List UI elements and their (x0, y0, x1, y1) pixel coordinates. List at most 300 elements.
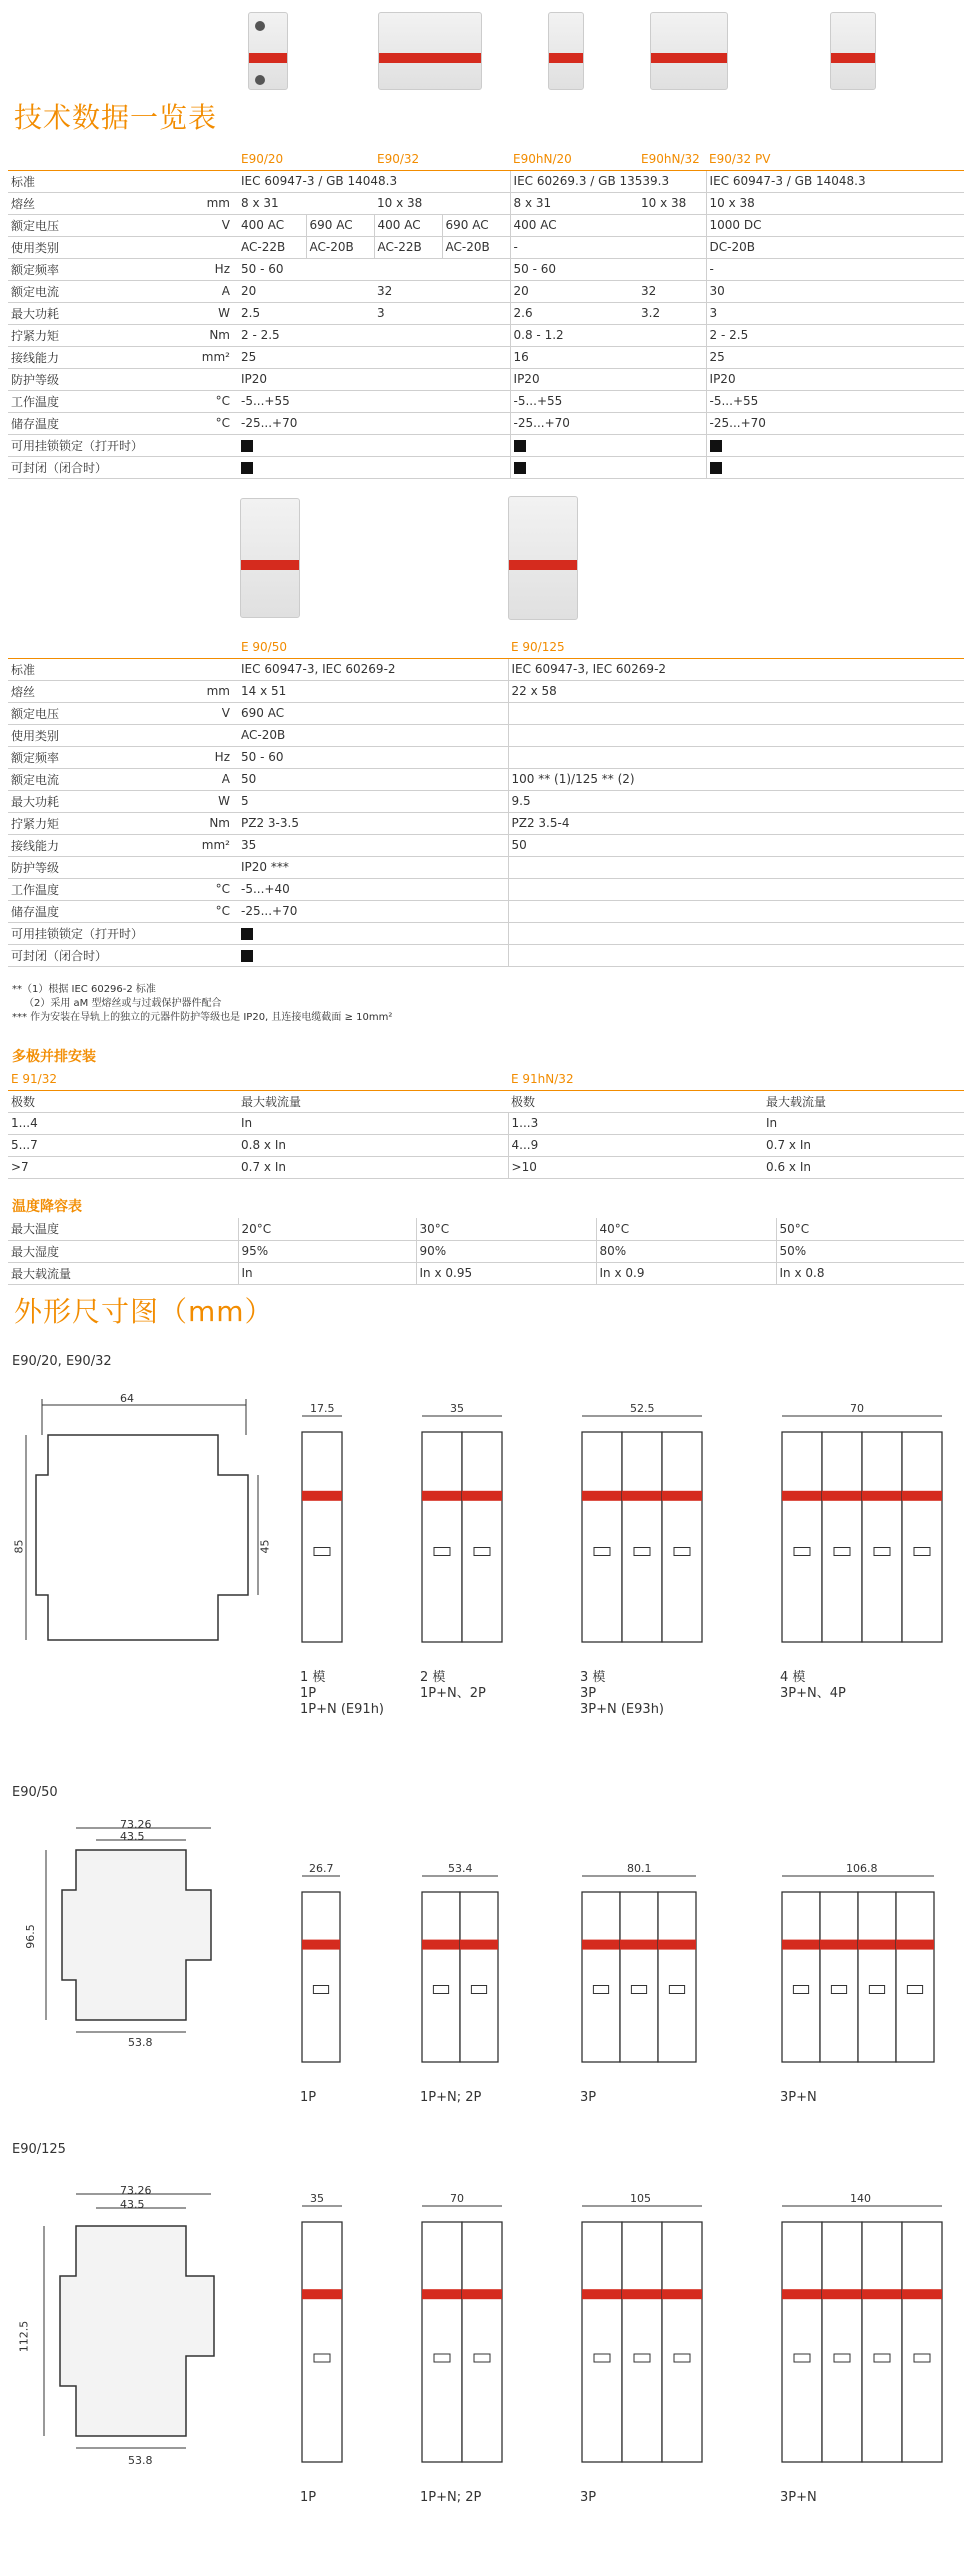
table-cell: 80% (596, 1240, 776, 1262)
table-cell: 5 (238, 790, 508, 812)
dim-section-title: E90/125 (12, 2142, 66, 2157)
table-cell: 30 (706, 280, 964, 302)
col-header: E 91hN/32 (508, 1068, 964, 1090)
table-cell: 1...3 (508, 1112, 763, 1134)
table-cell (374, 324, 510, 346)
row-unit (170, 922, 238, 944)
table-row (8, 170, 964, 192)
checkmark-square-icon (710, 440, 722, 452)
table-cell: In x 0.95 (416, 1262, 596, 1284)
tech-table-1 (8, 148, 964, 479)
table-cell: 0.7 x In (763, 1134, 964, 1156)
col-label: 最大载流量 (763, 1090, 964, 1112)
width-label: 80.1 (627, 1862, 652, 1875)
table-cell (374, 368, 510, 390)
table-cell: 95% (238, 1240, 416, 1262)
table-cell (508, 922, 964, 944)
table-row (8, 456, 964, 478)
table-cell: IEC 60269.3 / GB 13539.3 (510, 170, 706, 192)
dim-label: 96.5 (23, 1924, 37, 1949)
width-label: 105 (630, 2192, 651, 2205)
width-label: 35 (310, 2192, 324, 2205)
table-cell: IEC 60947-3, IEC 60269-2 (508, 658, 964, 680)
table-cell: AC-20B (238, 724, 508, 746)
table-cell: 8 x 31 (238, 192, 374, 214)
table-cell: -5...+55 (706, 390, 964, 412)
table-cell: 9.5 (508, 790, 964, 812)
table-cell: 50 (238, 768, 508, 790)
table-cell: -5...+55 (238, 390, 374, 412)
row-label: 额定电流 (8, 280, 170, 302)
table-row (8, 834, 964, 856)
table-cell: 最大载流量 (8, 1262, 238, 1284)
table-cell: -25...+70 (706, 412, 964, 434)
table-cell: 0.7 x In (238, 1156, 508, 1178)
product-image-e90-125 (508, 496, 578, 620)
table-cell: 20 (238, 280, 374, 302)
table-cell (638, 368, 706, 390)
table-cell: 50 - 60 (238, 746, 508, 768)
table-cell: In x 0.8 (776, 1262, 964, 1284)
section-title-multipole: 多极并排安装 (12, 1049, 96, 1065)
checkmark-square-icon (514, 462, 526, 474)
front-view-4p (780, 1410, 944, 1663)
row-label: 接线能力 (8, 834, 170, 856)
row-unit: °C (170, 878, 238, 900)
table-row (8, 1218, 964, 1240)
table-cell: PZ2 3.5-4 (508, 812, 964, 834)
table-cell (638, 390, 706, 412)
table-cell: 400 AC (374, 214, 442, 236)
table-row (8, 900, 964, 922)
front-view-2p (420, 2200, 504, 2483)
col-header: E90/20 (238, 148, 374, 170)
table-cell: -5...+40 (238, 878, 508, 900)
table-cell: 50 - 60 (238, 258, 374, 280)
table-cell: 25 (706, 346, 964, 368)
checkmark-square-icon (241, 950, 253, 962)
table-cell: -25...+70 (238, 900, 508, 922)
table-cell: 20°C (238, 1218, 416, 1240)
row-unit (170, 944, 238, 966)
table-cell: 10 x 38 (374, 192, 510, 214)
table-cell: PZ2 3-3.5 (238, 812, 508, 834)
col-header: E90hN/20 (510, 148, 638, 170)
table-cell (508, 702, 964, 724)
table-cell: 50 (508, 834, 964, 856)
row-unit: W (170, 790, 238, 812)
table-cell: AC-20B (306, 236, 374, 258)
table-cell: IP20 *** (238, 856, 508, 878)
derating-table (8, 1218, 964, 1285)
table-cell: AC-20B (442, 236, 510, 258)
table-row (8, 192, 964, 214)
row-unit (170, 368, 238, 390)
table-cell: 2 - 2.5 (238, 324, 374, 346)
row-unit: V (170, 214, 238, 236)
table-cell: 400 AC (510, 214, 706, 236)
table-cell (508, 944, 964, 966)
dim-label: 73.26 (120, 2184, 152, 2197)
footnote: **（1）根据 IEC 60296-2 标准 (12, 984, 156, 995)
checkmark-square-icon (514, 440, 526, 452)
row-label: 使用类别 (8, 236, 170, 258)
row-label: 防护等级 (8, 368, 170, 390)
table-cell (508, 900, 964, 922)
table-cell (706, 434, 964, 456)
row-unit: W (170, 302, 238, 324)
side-view-e90-125 (36, 2186, 226, 2456)
table-cell: IEC 60947-3 / GB 14048.3 (706, 170, 964, 192)
dim-label: 43.5 (120, 1830, 145, 1843)
table-cell: IP20 (706, 368, 964, 390)
row-label: 拧紧力矩 (8, 812, 170, 834)
dim-section-title: E90/50 (12, 1785, 58, 1800)
table-cell: 3 (374, 302, 510, 324)
caption: 1P (300, 2490, 317, 2505)
table-cell: 22 x 58 (508, 680, 964, 702)
row-label: 额定频率 (8, 746, 170, 768)
table-row (8, 1156, 964, 1178)
table-row (8, 944, 964, 966)
table-cell: 16 (510, 346, 638, 368)
row-label: 标准 (8, 658, 170, 680)
row-label: 标准 (8, 170, 170, 192)
width-label: 17.5 (310, 1402, 335, 1415)
row-unit: Nm (170, 812, 238, 834)
width-label: 140 (850, 2192, 871, 2205)
checkmark-square-icon (241, 440, 253, 452)
width-label: 52.5 (630, 1402, 655, 1415)
row-unit: A (170, 280, 238, 302)
front-view-1p (300, 1410, 344, 1663)
dim-section-title: E90/20, E90/32 (12, 1354, 112, 1369)
table-cell: In (238, 1262, 416, 1284)
caption: 2 模 1P+N、2P (420, 1670, 486, 1701)
row-label: 额定电压 (8, 214, 170, 236)
dims-title: 外形尺寸图（mm） (14, 1295, 274, 1328)
row-unit: °C (170, 412, 238, 434)
table-row (8, 1112, 964, 1134)
table-cell: 最大湿度 (8, 1240, 238, 1262)
row-label: 储存温度 (8, 900, 170, 922)
table-cell (638, 324, 706, 346)
table-cell: 400 AC (238, 214, 306, 236)
product-image-e90-50 (240, 498, 300, 618)
caption: 3P+N (780, 2090, 817, 2105)
table-row (8, 768, 964, 790)
table-cell: 10 x 38 (706, 192, 964, 214)
front-view-3p (580, 1870, 698, 2083)
table-row (8, 724, 964, 746)
table-cell: 90% (416, 1240, 596, 1262)
row-unit: V (170, 702, 238, 724)
dim-label: 53.8 (128, 2036, 153, 2049)
table-row (8, 1240, 964, 1262)
table-row (8, 680, 964, 702)
row-unit: Hz (170, 258, 238, 280)
col-header: E90/32 PV (706, 148, 964, 170)
product-image-e90-32 (378, 12, 482, 90)
front-view-4p (780, 2200, 944, 2483)
row-unit (170, 236, 238, 258)
row-label: 使用类别 (8, 724, 170, 746)
table-row (8, 856, 964, 878)
table-cell: IP20 (510, 368, 638, 390)
table-cell: 20 (510, 280, 638, 302)
table-cell (508, 878, 964, 900)
caption: 3P (580, 2090, 597, 2105)
side-view-e90-32 (18, 1395, 268, 1655)
row-label: 可用挂锁锁定（打开时） (8, 434, 170, 456)
table-cell: 690 AC (442, 214, 510, 236)
table-row (8, 746, 964, 768)
table-cell: 3 (706, 302, 964, 324)
dim-label: 85 (12, 1539, 26, 1554)
table-cell (510, 456, 638, 478)
table-cell: - (510, 236, 706, 258)
table-cell (374, 390, 510, 412)
row-label: 工作温度 (8, 878, 170, 900)
table-cell (374, 434, 510, 456)
table-row (8, 324, 964, 346)
table-cell (374, 258, 510, 280)
front-view-1p (300, 1870, 342, 2083)
table-cell: AC-22B (374, 236, 442, 258)
table-cell: 14 x 51 (238, 680, 508, 702)
table-cell: In (238, 1112, 508, 1134)
checkmark-square-icon (710, 462, 722, 474)
table-cell: 0.8 x In (238, 1134, 508, 1156)
caption: 1P (300, 2090, 317, 2105)
table-cell: 50% (776, 1240, 964, 1262)
table-cell: 50°C (776, 1218, 964, 1240)
table-cell: IEC 60947-3, IEC 60269-2 (238, 658, 508, 680)
table-row (8, 368, 964, 390)
col-label: 最大载流量 (238, 1090, 508, 1112)
row-label: 可封闭（闭合时） (8, 456, 170, 478)
table-cell: >10 (508, 1156, 763, 1178)
table-cell (638, 346, 706, 368)
dim-label: 73.26 (120, 1818, 152, 1831)
table-cell: 2.5 (238, 302, 374, 324)
table-row (8, 1134, 964, 1156)
table-cell: 1000 DC (706, 214, 964, 236)
table-cell (638, 258, 706, 280)
row-unit (170, 856, 238, 878)
row-label: 接线能力 (8, 346, 170, 368)
multipole-table (8, 1068, 964, 1179)
page-title: 技术数据一览表 (14, 101, 218, 134)
col-header: E90hN/32 (638, 148, 706, 170)
dim-label: 112.5 (17, 2320, 31, 2353)
product-image-e90hn-20 (548, 12, 584, 90)
table-cell: 2.6 (510, 302, 638, 324)
row-label: 额定电压 (8, 702, 170, 724)
row-unit (170, 434, 238, 456)
table-cell: -25...+70 (238, 412, 374, 434)
table-cell: 3.2 (638, 302, 706, 324)
table-row (8, 346, 964, 368)
table-row (8, 658, 964, 680)
product-image-e90-32pv (830, 12, 876, 90)
table-cell (706, 456, 964, 478)
table-row (8, 434, 964, 456)
table-row (8, 790, 964, 812)
table-row (8, 1262, 964, 1284)
table-cell (508, 856, 964, 878)
row-label: 熔丝 (8, 192, 170, 214)
row-label: 熔丝 (8, 680, 170, 702)
front-view-3p (580, 1410, 704, 1663)
table-cell: 0.8 - 1.2 (510, 324, 638, 346)
front-view-2p (420, 1870, 500, 2083)
table-cell: 690 AC (306, 214, 374, 236)
table-cell (374, 346, 510, 368)
table-cell (238, 922, 508, 944)
caption: 1P+N; 2P (420, 2490, 482, 2505)
dim-label: 43.5 (120, 2198, 145, 2211)
table-cell: 30°C (416, 1218, 596, 1240)
width-label: 53.4 (448, 1862, 473, 1875)
table-cell (638, 412, 706, 434)
width-label: 70 (450, 2192, 464, 2205)
caption: 3P+N (780, 2490, 817, 2505)
row-label: 最大功耗 (8, 302, 170, 324)
product-image-e90-20 (248, 12, 288, 90)
width-label: 35 (450, 1402, 464, 1415)
table-row (8, 214, 964, 236)
row-label: 防护等级 (8, 856, 170, 878)
table-row (8, 302, 964, 324)
row-unit: °C (170, 900, 238, 922)
table-cell: AC-22B (238, 236, 306, 258)
width-label: 26.7 (309, 1862, 334, 1875)
table-cell: 32 (374, 280, 510, 302)
table-row (8, 412, 964, 434)
caption: 4 模 3P+N、4P (780, 1670, 846, 1701)
table-cell (508, 724, 964, 746)
row-unit: mm (170, 192, 238, 214)
table-row (8, 812, 964, 834)
table-cell: 100 ** (1)/125 ** (2) (508, 768, 964, 790)
table-cell: IP20 (238, 368, 374, 390)
front-view-2p (420, 1410, 504, 1663)
table-cell (508, 746, 964, 768)
row-unit (170, 456, 238, 478)
table-row (8, 258, 964, 280)
table-cell: 35 (238, 834, 508, 856)
table-cell: 40°C (596, 1218, 776, 1240)
row-label: 额定电流 (8, 768, 170, 790)
table-row (8, 878, 964, 900)
caption: 1 模 1P 1P+N (E91h) (300, 1670, 384, 1717)
col-header: E90/32 (374, 148, 510, 170)
row-unit: mm² (170, 834, 238, 856)
width-label: 106.8 (846, 1862, 878, 1875)
table-cell: -5...+55 (510, 390, 638, 412)
table-cell (510, 434, 638, 456)
table-cell: 32 (638, 280, 706, 302)
table-cell: In x 0.9 (596, 1262, 776, 1284)
row-label: 工作温度 (8, 390, 170, 412)
table-cell (374, 456, 510, 478)
checkmark-square-icon (241, 462, 253, 474)
table-row (8, 922, 964, 944)
checkmark-square-icon (241, 928, 253, 940)
table-cell (638, 434, 706, 456)
footnote: （2）采用 aM 型熔丝或与过载保护器件配合 (24, 998, 222, 1009)
table-cell: DC-20B (706, 236, 964, 258)
row-label: 可封闭（闭合时） (8, 944, 170, 966)
row-label: 额定频率 (8, 258, 170, 280)
row-unit (170, 658, 238, 680)
row-label: 拧紧力矩 (8, 324, 170, 346)
row-unit (170, 170, 238, 192)
front-view-1p (300, 2200, 344, 2483)
table-cell: 0.6 x In (763, 1156, 964, 1178)
table-cell (238, 434, 374, 456)
table-cell: 50 - 60 (510, 258, 638, 280)
table-cell: >7 (8, 1156, 238, 1178)
front-view-4p (780, 1870, 936, 2083)
caption: 3 模 3P 3P+N (E93h) (580, 1670, 664, 1717)
caption: 3P (580, 2490, 597, 2505)
table-cell: IEC 60947-3 / GB 14048.3 (238, 170, 510, 192)
row-label: 最大功耗 (8, 790, 170, 812)
side-view-e90-50 (36, 1820, 226, 2040)
row-unit: Hz (170, 746, 238, 768)
table-cell: 25 (238, 346, 374, 368)
footnote: *** 作为安装在导轨上的独立的元器件防护等级也是 IP20, 且连接电缆截面 ≥ 10mm² (12, 1012, 393, 1023)
dim-label: 64 (120, 1392, 134, 1405)
row-unit: °C (170, 390, 238, 412)
table-cell: 8 x 31 (510, 192, 638, 214)
col-header: E 91/32 (8, 1068, 508, 1090)
row-unit: Nm (170, 324, 238, 346)
table-cell: 690 AC (238, 702, 508, 724)
section-title-derating: 温度降容表 (12, 1199, 82, 1215)
tech-table-2 (8, 636, 964, 967)
width-label: 70 (850, 1402, 864, 1415)
table-row (8, 280, 964, 302)
row-label: 储存温度 (8, 412, 170, 434)
table-cell (238, 456, 374, 478)
dim-label: 53.8 (128, 2454, 153, 2467)
table-row (8, 236, 964, 258)
table-cell (638, 456, 706, 478)
table-cell: 10 x 38 (638, 192, 706, 214)
row-label: 可用挂锁锁定（打开时） (8, 922, 170, 944)
col-header: E 90/50 (238, 636, 508, 658)
col-header: E 90/125 (508, 636, 964, 658)
dim-label: 45 (258, 1539, 272, 1554)
row-unit: A (170, 768, 238, 790)
row-unit: mm² (170, 346, 238, 368)
table-cell: In (763, 1112, 964, 1134)
table-cell: 5...7 (8, 1134, 238, 1156)
col-label: 极数 (8, 1090, 238, 1112)
table-cell: - (706, 258, 964, 280)
table-cell: 最大温度 (8, 1218, 238, 1240)
table-row (8, 390, 964, 412)
row-unit (170, 724, 238, 746)
table-cell: 4...9 (508, 1134, 763, 1156)
table-cell: -25...+70 (510, 412, 638, 434)
front-view-3p (580, 2200, 704, 2483)
product-image-e90hn-32 (650, 12, 728, 90)
table-cell (238, 944, 508, 966)
